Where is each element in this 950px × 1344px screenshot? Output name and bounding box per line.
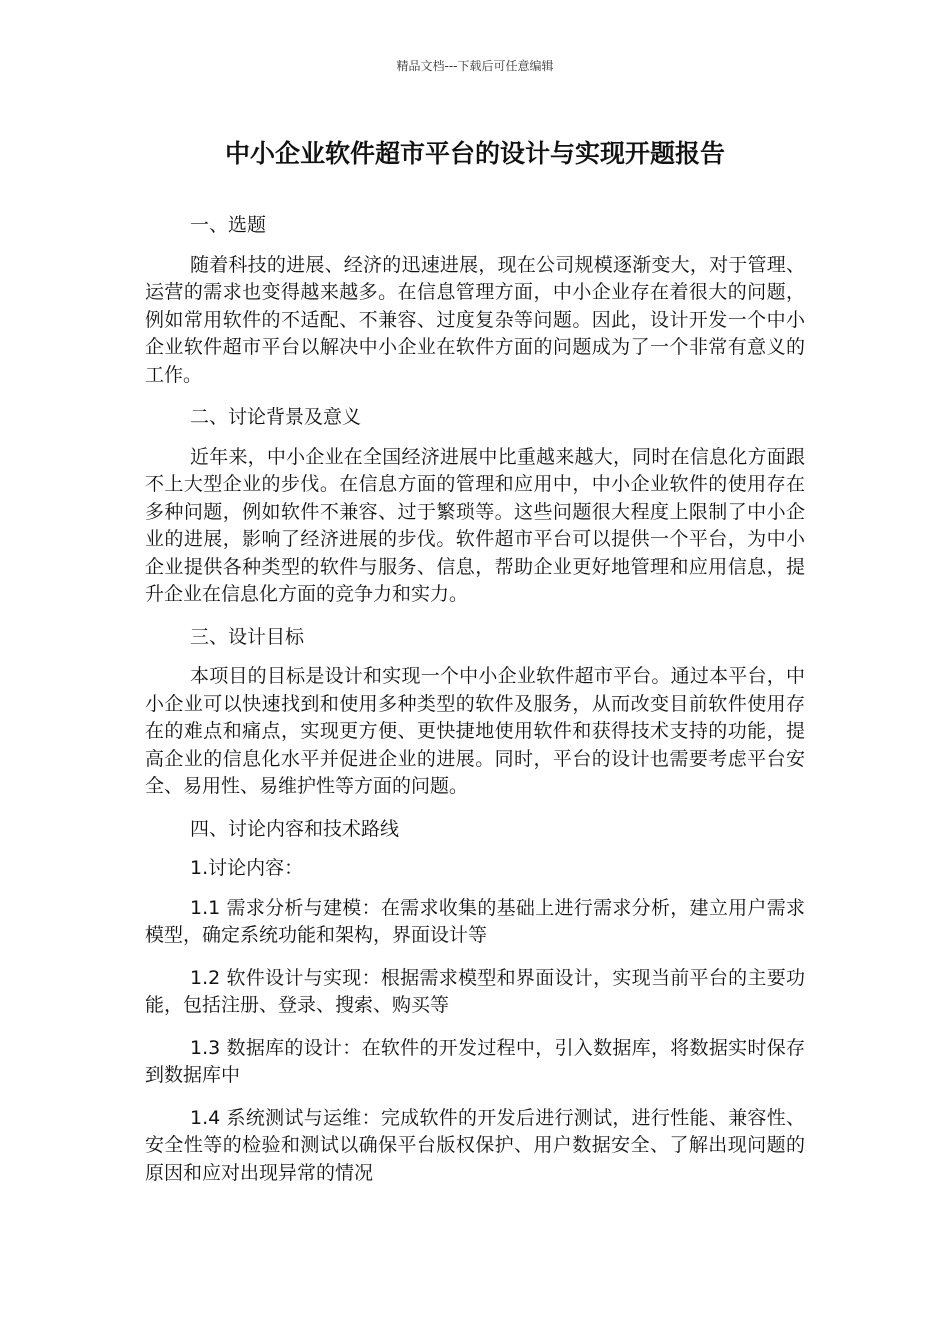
section-heading-topic: 一、选题 — [190, 214, 267, 236]
paragraph-topic: 随着科技的进展、经济的迅速进展，现在公司规模逐渐变大，对于管理、运营的需求也变得越来越多。在信息管理方面，中小企业存在着很大的问题，例如常用软件的不适配、不兼容、过度复杂等问题。因此，设计开发一个中小企业软件超市平台以解决中小企业在软件方面的问题成为了一个非常有意义的工作。 — [145, 253, 805, 386]
paragraph-background: 近年来，中小企业在全国经济进展中比重越来越大，同时在信息化方面跟不上大型企业的步伐。在信息方面的管理和应用中，中小企业软件的使用存在多种问题，例如软件不兼容、过于繁琐等。这些问题很大程度上限制了中小企业的进展，影响了经济进展的步伐。软件超市平台可以提供一个平台，为中小企业提供各种类型的软件与服务、信息，帮助企业更好地管理和应用信息，提升企业在信息化方面的竞争力和实力。 — [145, 445, 805, 605]
list-item-1-1: 1.1 需求分析与建模：在需求收集的基础上进行需求分析，建立用户需求模型，确定系统功能和架构，界面设计等 — [145, 896, 805, 946]
document-title: 中小企业软件超市平台的设计与实现开题报告 — [224, 139, 725, 168]
list-item-1-4: 1.4 系统测试与运维：完成软件的开发后进行测试，进行性能、兼容性、安全性等的检验和测试以确保平台版权保护、用户数据安全、了解出现问题的原因和应对出现异常的情况 — [145, 1106, 805, 1184]
subheading-content: 1.讨论内容： — [190, 857, 304, 879]
page-header: 精品文档---下载后可任意编辑 — [396, 59, 554, 73]
section-heading-background: 二、讨论背景及意义 — [190, 406, 362, 428]
paragraph-goals: 本项目的目标是设计和实现一个中小企业软件超市平台。通过本平台，中小企业可以快速找到和使用多种类型的软件及服务，从而改变目前软件使用存在的难点和痛点，实现更方便、更快捷地使用软件和获得技术支持的功能，提高企业的信息化水平并促进企业的进展。同时，平台的设计也需要考虑平台安全、易用性、易维护性等方面的问题。 — [145, 665, 805, 797]
section-heading-goals: 三、设计目标 — [190, 625, 305, 648]
list-item-1-3: 1.3 数据库的设计：在软件的开发过程中，引入数据库，将数据实时保存到数据库中 — [145, 1036, 805, 1086]
list-item-1-2: 1.2 软件设计与实现：根据需求模型和界面设计，实现当前平台的主要功能，包括注册、登录、搜索、购买等 — [145, 966, 805, 1016]
section-heading-content: 四、讨论内容和技术路线 — [190, 817, 400, 840]
document-body — [145, 212, 805, 1202]
